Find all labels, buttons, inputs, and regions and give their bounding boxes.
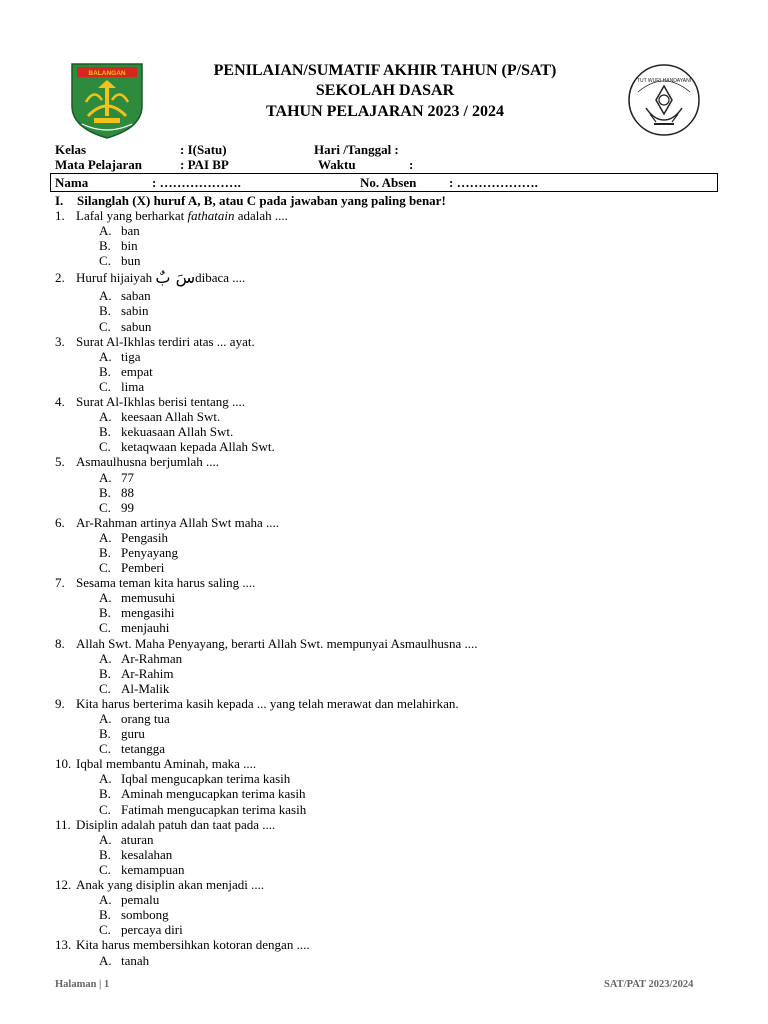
answer-option[interactable] [0,802,768,817]
answer-option[interactable] [0,253,768,268]
question-number: 11. [55,816,71,832]
mapel-value: : PAI BP [180,157,229,172]
question-text: adalah .... [234,208,288,223]
option-letter: B. [99,424,111,440]
option-text: Ar-Rahman [121,650,183,666]
question-stem [0,817,768,832]
kelas-value: : I(Satu) [180,142,227,157]
option-letter: B. [99,786,111,802]
option-letter: C. [99,922,111,938]
answer-option[interactable] [0,500,768,515]
question-number: 9. [55,695,65,711]
question-stem [0,636,768,651]
option-letter: B. [99,846,111,862]
option-letter: A. [99,288,112,304]
option-letter: B. [99,907,111,923]
option-text: tetangga [121,741,166,757]
nama-field[interactable]: : ………………. [152,175,241,190]
question-item [0,696,768,756]
answer-option[interactable] [0,907,768,922]
question-text: Disiplin adalah patuh dan taat pada .... [76,816,276,832]
question-stem [0,515,768,530]
question-item [0,877,768,937]
option-text: tanah [121,952,150,968]
option-letter: A. [99,831,112,847]
option-text: sabin [121,303,149,319]
waktu-colon: : [409,157,414,172]
question-text: Iqbal membantu Aminah, maka .... [76,756,257,772]
option-text: Ar-Rahim [121,665,174,681]
option-text: empat [121,363,153,379]
question-text: Huruf hijaiyah [76,270,156,286]
option-letter: B. [99,605,111,621]
option-letter: A. [99,529,112,545]
option-letter: A. [99,650,112,666]
mapel-label: Mata Pelajaran [55,157,143,172]
option-text: mengasihi [121,605,175,621]
answer-option[interactable] [0,832,768,847]
answer-option[interactable] [0,892,768,907]
question-stem [0,454,768,469]
question-number: 12. [55,877,72,893]
option-text: menjauhi [121,620,170,636]
option-text: saban [121,288,151,304]
question-item [0,334,768,394]
question-number: 4. [55,394,65,410]
question-text: Asmaulhusna berjumlah .... [76,454,219,470]
answer-option[interactable] [0,530,768,545]
question-number: 8. [55,635,65,651]
option-text: Iqbal mengucapkan terima kasih [121,771,291,787]
option-text: Al-Malik [121,680,170,696]
option-letter: A. [99,952,112,968]
answer-option[interactable] [0,288,768,303]
hari-tanggal-label: Hari /Tanggal : [314,142,399,157]
answer-option[interactable] [0,862,768,877]
option-text: tiga [121,348,141,364]
nama-label: Nama [55,175,89,190]
option-letter: A. [99,711,112,726]
answer-option[interactable] [0,470,768,485]
option-text: lima [121,378,145,394]
answer-option[interactable] [0,303,768,318]
answer-option[interactable] [0,786,768,801]
option-letter: B. [99,484,111,500]
option-text: Pemberi [121,560,165,576]
question-number: 5. [55,454,65,470]
answer-option[interactable] [0,590,768,605]
school-level: SEKOLAH DASAR [315,82,455,99]
question-stem [0,937,768,952]
answer-option[interactable] [0,741,768,756]
answer-option[interactable] [0,666,768,681]
question-text: dibaca .... [195,270,246,286]
section-instruction [55,193,446,208]
option-letter: C. [99,378,111,394]
question-italic-term: fathatain [187,208,235,223]
question-text: Kita harus berterima kasih kepada ... yang telah merawat dan melahirkan. [76,695,459,711]
exam-title: PENILAIAN/SUMATIF AKHIR TAHUN (P/SAT) [213,62,557,79]
option-text: pemalu [121,892,160,908]
answer-option[interactable] [0,711,768,726]
answer-option[interactable] [0,605,768,620]
option-letter: C. [99,741,111,757]
question-text: Kita harus membersihkan kotoran dengan .... [76,937,310,953]
answer-option[interactable] [0,726,768,741]
option-text: Aminah mengucapkan terima kasih [121,786,306,802]
question-number: 13. [55,937,72,953]
answer-option[interactable] [0,651,768,666]
question-item [0,515,768,575]
option-text: percaya diri [121,922,183,938]
option-letter: C. [99,620,111,636]
question-stem [0,877,768,892]
question-stem [0,756,768,771]
option-text: orang tua [121,711,170,726]
option-text: kemampuan [121,861,185,877]
question-number: 10. [55,756,72,772]
option-text: sombong [121,907,169,923]
question-item [0,394,768,454]
academic-year: TAHUN PELAJARAN 2023 / 2024 [266,103,504,120]
waktu-label: Waktu [318,157,356,172]
option-text: sabun [121,318,152,334]
option-letter: C. [99,253,111,269]
option-letter: C. [99,560,111,576]
question-text: Surat Al-Ikhlas terdiri atas ... ayat. [76,333,255,349]
option-text: bun [121,253,141,269]
answer-option[interactable] [0,439,768,454]
question-item [0,454,768,514]
question-item [0,756,768,816]
regional-crest-icon [68,58,146,140]
option-letter: C. [99,318,111,334]
answer-option[interactable] [0,922,768,937]
tut-wuri-handayani-icon [626,62,702,138]
arabic-letters: سَ بٌ [155,268,196,288]
option-text: 77 [121,469,134,485]
option-letter: B. [99,238,111,254]
logo-motto-text: TUT WURI HANDAYANI [636,78,692,84]
answer-option[interactable] [0,379,768,394]
option-letter: A. [99,348,112,364]
question-stem [0,394,768,409]
option-letter: C. [99,801,111,817]
option-letter: C. [99,499,111,515]
option-text: guru [121,726,145,742]
answer-option[interactable] [0,560,768,575]
question-item [0,636,768,696]
page-number: Halaman | 1 [55,979,110,990]
answer-option[interactable] [0,771,768,786]
kelas-label: Kelas [55,142,87,157]
question-text: Lafal yang berharkat [76,208,188,223]
question-stem [0,575,768,590]
option-letter: C. [99,680,111,696]
logo-banner-text: BALANGAN [88,70,126,77]
answer-option[interactable] [0,620,768,635]
option-letter: A. [99,469,112,485]
question-text: Anak yang disiplin akan menjadi .... [76,877,265,893]
option-text: ketaqwaan kepada Allah Swt. [121,439,275,455]
option-letter: B. [99,544,111,560]
question-item [0,817,768,877]
answer-option[interactable] [0,545,768,560]
absen-label: No. Absen [360,175,417,190]
answer-option[interactable] [0,953,768,968]
question-text: Allah Swt. Maha Penyayang, berarti Allah Swt. mempunyai Asmaulhusna .... [76,635,478,651]
question-text: Surat Al-Ikhlas berisi tentang .... [76,394,245,410]
question-item [0,208,768,268]
question-number: 2. [55,270,65,286]
option-text: aturan [121,831,154,847]
question-stem [0,334,768,349]
question-number: 1. [55,208,65,223]
answer-option[interactable] [0,485,768,500]
question-item [0,937,768,967]
question-text: Sesama teman kita harus saling .... [76,575,256,591]
option-text: Pengasih [121,529,168,545]
answer-option[interactable] [0,409,768,424]
question-item [0,575,768,635]
answer-option[interactable] [0,238,768,253]
option-text: 88 [121,484,134,500]
option-letter: B. [99,363,111,379]
option-letter: C. [99,861,111,877]
answer-option[interactable] [0,364,768,379]
option-text: Penyayang [121,544,179,560]
answer-option[interactable] [0,319,768,334]
section-number: I. [55,193,64,208]
option-letter: B. [99,726,111,742]
option-text: memusuhi [121,590,176,606]
option-text: kekuasaan Allah Swt. [121,424,234,440]
option-text: Fatimah mengucapkan terima kasih [121,801,307,817]
question-number: 3. [55,333,65,349]
question-item [0,268,768,333]
question-text: Ar-Rahman artinya Allah Swt maha .... [76,514,279,530]
question-stem [0,696,768,711]
option-letter: B. [99,665,111,681]
option-letter: A. [99,223,112,239]
option-letter: B. [99,303,111,319]
answer-option[interactable] [0,847,768,862]
question-number: 7. [55,575,65,591]
exam-code: SAT/PAT 2023/2024 [604,979,694,990]
answer-option[interactable] [0,681,768,696]
absen-field[interactable]: : ………………. [449,175,538,190]
answer-option[interactable] [0,349,768,364]
option-letter: A. [99,771,112,787]
answer-option[interactable] [0,424,768,439]
option-text: ban [121,223,140,239]
answer-option[interactable] [0,223,768,238]
option-text: bin [121,238,138,254]
question-stem [0,208,768,223]
option-letter: A. [99,590,112,606]
instruction-text: Silanglah (X) huruf A, B, atau C pada jawaban yang paling benar! [77,193,446,208]
question-list [0,208,768,968]
option-letter: C. [99,439,111,455]
question-stem [0,268,768,288]
option-text: 99 [121,499,134,515]
option-text: keesaan Allah Swt. [121,409,221,425]
option-text: kesalahan [121,846,173,862]
option-letter: A. [99,409,112,425]
question-number: 6. [55,514,65,530]
option-letter: A. [99,892,112,908]
